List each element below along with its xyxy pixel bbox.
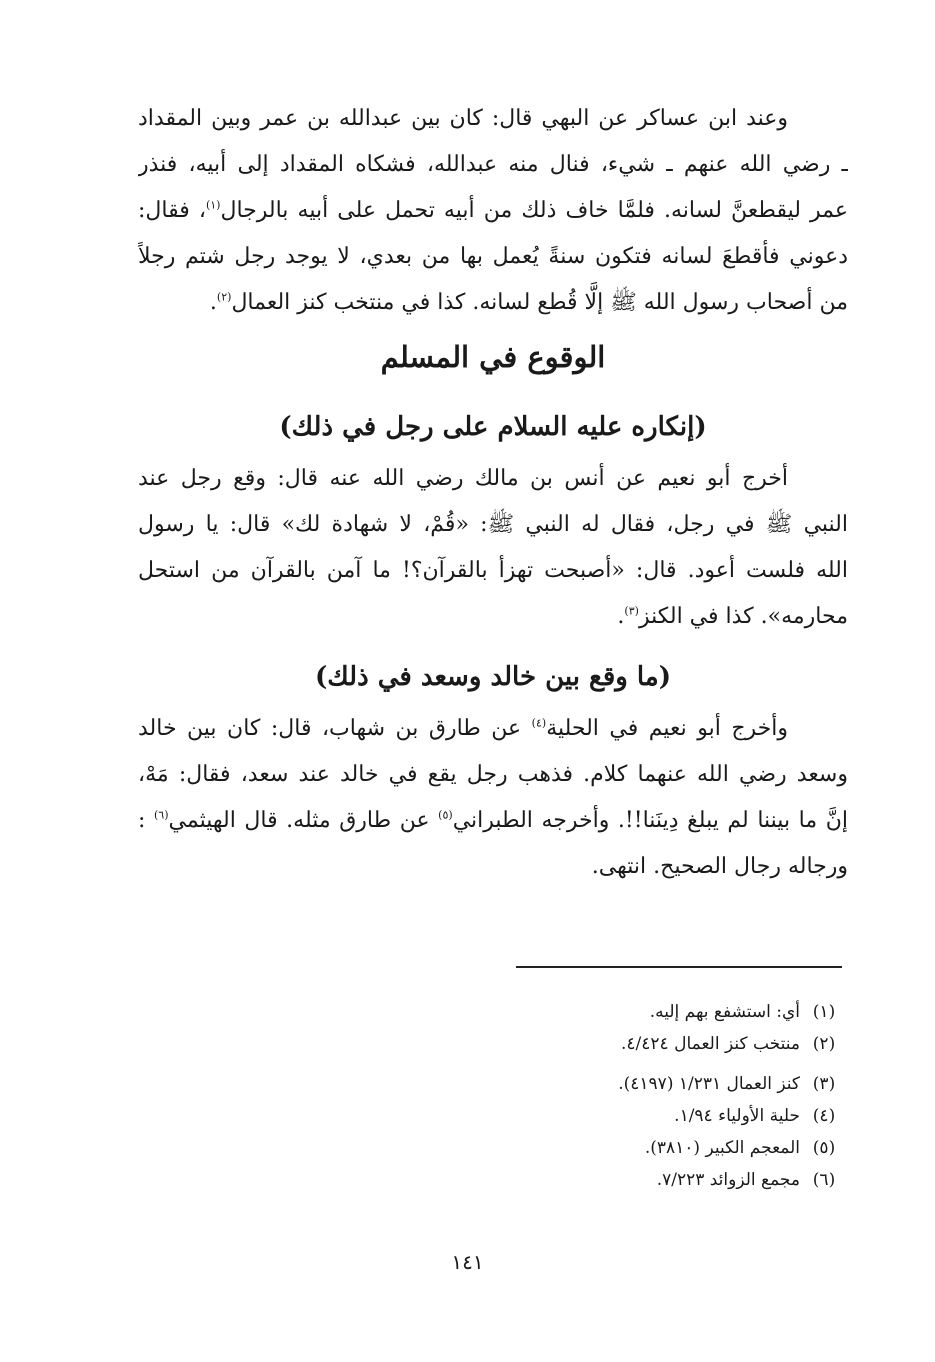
paragraph-line: [138, 752, 848, 798]
paragraph-line: [138, 548, 848, 594]
paragraph-ibn-asakir: [138, 96, 848, 326]
paragraph-line: [138, 594, 848, 640]
section-heading: الوقوع في المسلم: [380, 340, 606, 374]
footnote-ref-4: (٤): [531, 716, 547, 730]
paragraph-line: [138, 798, 848, 844]
line-text: ، فقال:: [138, 198, 206, 223]
footnote-number: (٣): [812, 1074, 836, 1094]
line-text: عن طارق مثله. قال الهيثمي: [168, 808, 430, 833]
paragraph-line: [138, 456, 848, 502]
line-text: الله فلست أعود. قال: «أصبحت تهزأ بالقرآن؟! ما آمن بالقرآن من استحل: [138, 558, 848, 583]
line-text: عن طارق بن شهاب، قال: كان بين خالد: [138, 716, 522, 741]
paragraph-khalid-saad: [138, 706, 848, 890]
footnote-item: [300, 1068, 848, 1100]
footnotes: [300, 996, 848, 1196]
footnote-ref-1: (١): [205, 198, 221, 212]
page-number: ١٤١: [451, 1250, 484, 1274]
footnote-number: (١): [812, 1002, 836, 1022]
subsection-heading: (ما وقع بين خالد وسعد في ذلك): [314, 662, 672, 692]
paragraph-line: [138, 280, 848, 326]
line-text: عمر ليقطعنَّ لسانه. فلمَّا خاف ذلك من أبيه تحمل على أبيه بالرجال: [220, 198, 848, 223]
footnote-number: (٢): [812, 1034, 836, 1054]
footnote-text: مجمع الزوائد ٧/٢٢٣.: [656, 1170, 800, 1190]
footnote-separator: [516, 966, 842, 968]
footnote-number: (٤): [812, 1106, 836, 1126]
paragraph-line: [138, 502, 848, 548]
paragraph-line: [138, 96, 848, 142]
footnote-text: المعجم الكبير (٣٨١٠).: [644, 1138, 800, 1158]
paragraph-anas: [138, 456, 848, 640]
line-text: :: [138, 808, 146, 833]
paragraph-line: [138, 844, 848, 890]
line-text: .: [617, 604, 625, 629]
line-text: وأخرج أبو نعيم في الحلية: [546, 716, 789, 741]
line-text: أخرج أبو نعيم عن أنس بن مالك رضي الله عنه قال: وقع رجل عند: [138, 466, 788, 491]
footnote-ref-3: (٣): [624, 604, 639, 618]
line-text: إنَّ ما بيننا لم يبلغ دِينَنا!!. وأخرجه الطبراني: [452, 808, 848, 833]
line-text: دعوني فأقطعَ لسانه فتكون سنةً يُعمل بها من بعدي، لا يوجد رجل شتم رجلاً: [138, 244, 848, 269]
line-text: و: [837, 762, 848, 787]
footnote-text: أي: استشفع بهم إليه.: [649, 1002, 800, 1022]
footnote-ref-2: (٢): [216, 290, 232, 304]
line-text: ـ رضي الله عنهم ـ شيء، فنال منه عبدالله، فشكاه المقداد إلى أبيه، فنذر: [138, 152, 848, 177]
line-text: محارمه». كذا في الكنز: [638, 604, 848, 629]
paragraph-line: [138, 234, 848, 280]
footnote-text: حلية الأولياء ١/٩٤.: [674, 1106, 800, 1126]
footnote-number: (٥): [812, 1138, 836, 1158]
footnote-ref-6: (٦): [154, 808, 169, 822]
footnote-text: كنز العمال ١/٢٣١ (٤١٩٧).: [618, 1074, 800, 1094]
paragraph-line: [138, 188, 848, 234]
footnote-item: [300, 1164, 848, 1196]
line-text: ورجاله رجال الصحيح. انتهى.: [591, 854, 848, 879]
footnote-item: [300, 1028, 848, 1060]
line-text: .: [209, 290, 217, 315]
line-text: من أصحاب رسول الله ﷺ إلَّا قُطع لسانه. كذا في منتخب كنز العمال: [231, 290, 848, 315]
subsection-heading: (إنكاره عليه السلام على رجل في ذلك): [279, 412, 707, 442]
footnote-ref-5: (٥): [438, 808, 453, 822]
line-text: النبي ﷺ في رجل، فقال له النبي ﷺ: «قُمْ، لا شهادة لك» قال: يا رسول: [138, 512, 848, 537]
line-text: وعند ابن عساكر عن البهي قال: كان بين عبدالله بن عمر وبين المقداد: [138, 106, 788, 131]
footnote-item: [300, 1100, 848, 1132]
paragraph-line: [138, 142, 848, 188]
line-text: سعد رضي الله عنهما كلام. فذهب رجل يقع في خالد عند سعد، فقال: مَهْ،: [138, 762, 838, 787]
footnote-text: منتخب كنز العمال ٤/٤٢٤.: [621, 1034, 800, 1054]
paragraph-line: [138, 706, 848, 752]
footnote-item: [300, 996, 848, 1028]
footnote-item: [300, 1132, 848, 1164]
footnote-number: (٦): [812, 1170, 836, 1190]
